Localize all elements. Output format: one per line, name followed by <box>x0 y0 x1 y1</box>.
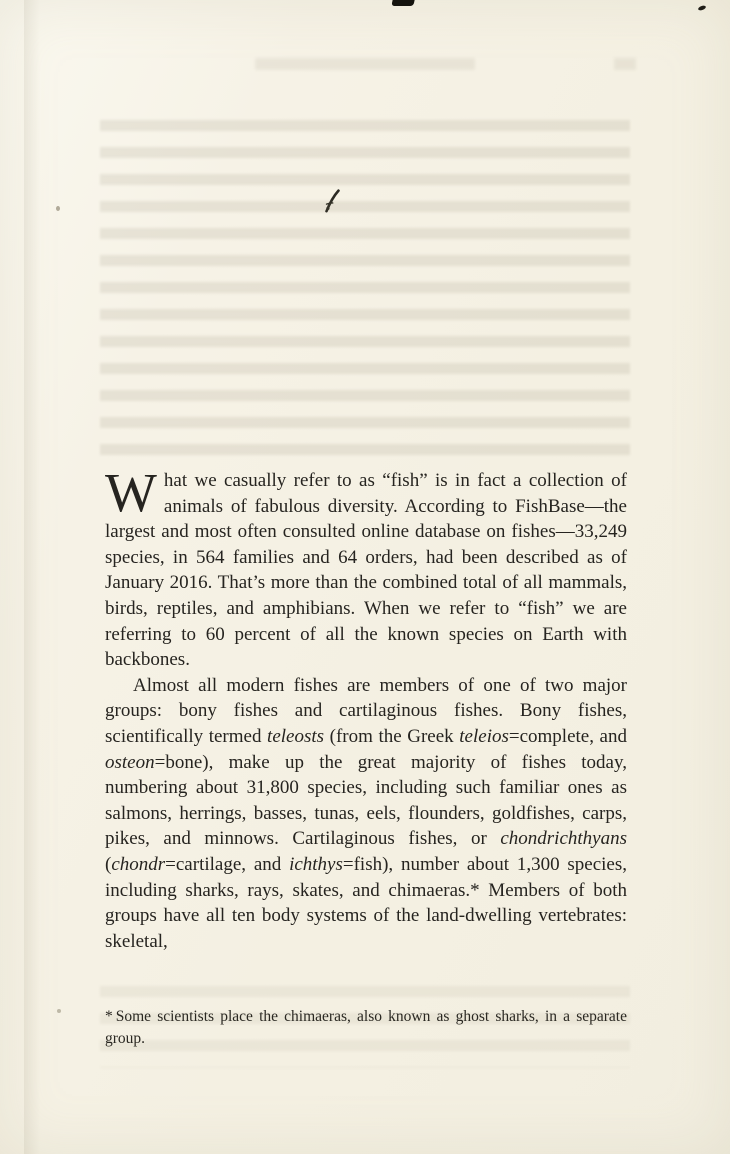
text-segment: =cartilage, and <box>165 853 290 875</box>
text-segment-italic: chondrichthyans <box>500 828 627 850</box>
paper-speck <box>57 1009 61 1013</box>
bleedthrough-text <box>100 112 630 460</box>
footnote-text: Some scientists place the chimaeras, also known as ghost sharks, in a separate group. <box>105 1008 627 1047</box>
scan-edge-mark <box>391 0 414 6</box>
text-segment-italic: osteon <box>105 751 155 773</box>
bleedthrough-page-number <box>614 58 636 70</box>
text-segment-italic: chondr <box>111 853 166 875</box>
text-segment: =bone), make up the great majority of fishes today, numbering about 31,800 species, including such familiar ones as salmons, herrings, basses, tunas, eels, flounders, goldfishes, carps, pikes, and minnows. Cartilaginous fishes, or <box>105 751 627 850</box>
text-segment: =complete, and <box>508 725 627 747</box>
paragraph-opening-text: hat we casually refer to as “fish” is in fact a collection of animals of fabulous diversity. According to FishBase—the largest and most often consulted online database on fishes—33,249 species, in 564 families and 64 orders, had been described as of January 2016. That’s more than the combined total of all mammals, birds, reptiles, and amphibians. When we refer to “fish” we are referring to 60 percent of all the known species on Earth with backbones. <box>105 470 627 671</box>
text-segment-italic: ichthys <box>289 853 343 875</box>
text-segment: ( <box>105 853 112 875</box>
bleedthrough-running-head <box>255 58 475 70</box>
scan-corner-speck <box>698 5 707 11</box>
drop-cap: W <box>105 462 157 523</box>
paper-speck <box>56 206 60 211</box>
paragraph-fish-groups <box>105 673 627 955</box>
text-segment-italic: teleosts <box>267 725 325 747</box>
footnote <box>105 1006 627 1050</box>
footnote-marker: * <box>105 1008 113 1025</box>
footnote-text-line <box>105 1006 627 1050</box>
text-segment: =fish), number about 1,300 species, including sharks, rays, skates, and chimaeras.* Members of both groups have all ten body systems of the land-dwelling vertebrates: skeletal, <box>105 853 627 952</box>
text-segment: (from the Greek <box>324 725 460 747</box>
text-segment-italic: teleios <box>459 725 509 747</box>
paragraph-opening <box>105 462 627 673</box>
text-segment: Almost all modern fishes are members of one of two major groups: bony fishes and cartilaginous fishes. Bony fishes, scientifically termed <box>105 674 627 747</box>
page-crease-shadow <box>24 0 40 1154</box>
body-text <box>105 462 627 954</box>
